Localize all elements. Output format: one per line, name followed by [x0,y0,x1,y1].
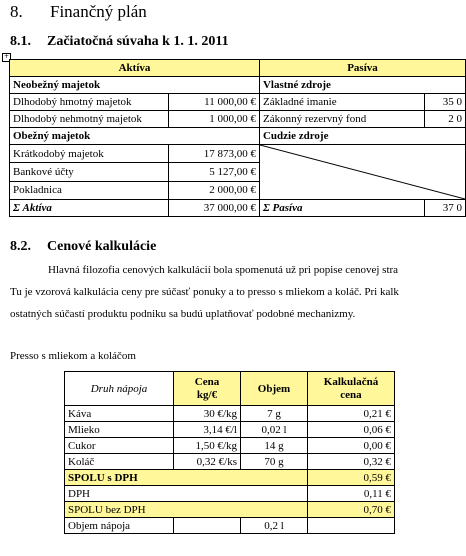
section-title: Finančný plán [50,2,147,21]
header-drink-type: Druh nápoja [65,372,174,406]
drink-volume-label: Objem nápoja [65,518,174,534]
total-assets-value: 37 000,00 € [169,200,260,217]
header-calc-price [308,372,395,406]
current-assets-label: Obežný majetok [10,128,260,145]
table-row [10,111,466,128]
balance-sheet-table [9,59,466,217]
total-assets-label: Σ Aktíva [10,200,169,217]
cell-label: Dlhodobý hmotný majetok [10,94,169,111]
cell-label: Zákonný rezervný fond [259,111,424,128]
vat-row [65,486,395,502]
cell-volume: 7 g [241,406,308,422]
paragraph-line-2: Tu je vzorová kalkulácia ceny pre súčasť ponuky a to presso s mliekom a koláč. Pri kalk [10,286,399,298]
table-row [65,406,395,422]
cell-label: Dlhodobý nehmotný majetok [10,111,169,128]
empty-cell [308,518,395,534]
subsection-heading-balance [10,34,229,50]
cell-name: Cukor [65,438,174,454]
paragraph-line-1: Hlavná filozofia cenových kalkulácií bola spomenutá už pri popise cenovej stra [48,264,399,276]
cell-calc: 0,32 € [308,454,395,470]
cell-name: Káva [65,406,174,422]
section-heading [10,2,147,22]
equity-label: Vlastné zdroje [259,77,465,94]
header-volume: Objem [241,372,308,406]
cell-value: 35 0 [425,94,466,111]
table-row [65,454,395,470]
subsection-title: Začiatočná súvaha k 1. 1. 2011 [47,34,229,49]
subsection-number: 8.1. [10,34,31,49]
total-with-vat-value: 0,59 € [308,470,395,486]
cell-label: Pokladnica [10,181,169,199]
total-with-vat-row [65,470,395,486]
cell-value: 5 127,00 € [169,163,260,181]
header-calc-line1: Kalkulačná [323,375,379,388]
subsection-number: 8.2. [10,239,31,254]
cell-label: Bankové účty [10,163,169,181]
table-row [10,94,466,111]
price-calculation-table [64,371,395,534]
cell-price: 30 €/kg [174,406,241,422]
cell-price: 1,50 €/kg [174,438,241,454]
header-calc-line2: cena [340,388,362,401]
cell-price: 3,14 €/l [174,422,241,438]
total-row [10,200,466,217]
liabilities-label: Cudzie zdroje [259,128,465,145]
total-liabilities-label: Σ Pasíva [259,200,424,217]
cell-label: Základné imanie [259,94,424,111]
cell-volume: 14 g [241,438,308,454]
noncurrent-assets-label: Neobežný majetok [10,77,260,94]
total-without-vat-label: SPOLU bez DPH [65,502,308,518]
cell-name: Mlieko [65,422,174,438]
cell-calc: 0,06 € [308,422,395,438]
total-with-vat-label: SPOLU s DPH [65,470,308,486]
assets-header: Aktíva [10,60,260,77]
vat-value: 0,11 € [308,486,395,502]
cell-name: Koláč [65,454,174,470]
cell-price: 0,32 €/ks [174,454,241,470]
calc-caption: Presso s mliekom a koláčom [10,350,136,362]
table-row [65,422,395,438]
drink-volume-row [65,518,395,534]
paragraph-line-3: ostatných súčastí produktu podniku sa budú uplatňovať podobné mechanizmy. [10,308,356,320]
table-row [65,438,395,454]
table-row [10,145,466,163]
liabilities-header: Pasíva [259,60,465,77]
cell-value: 11 000,00 € [169,94,260,111]
cell-volume: 0,02 l [241,422,308,438]
table-move-handle-icon[interactable]: + [3,53,10,60]
cell-label: Krátkodobý majetok [10,145,169,163]
cell-value: 17 873,00 € [169,145,260,163]
drink-volume-value: 0,2 l [241,518,308,534]
subsection-heading-calculations [10,239,156,255]
total-without-vat-value: 0,70 € [308,502,395,518]
header-price [174,372,241,406]
cell-calc: 0,00 € [308,438,395,454]
vat-label: DPH [65,486,308,502]
cell-volume: 70 g [241,454,308,470]
total-without-vat-row [65,502,395,518]
subsection-title: Cenové kalkulácie [47,239,157,254]
header-price-line1: Cena [194,375,220,388]
header-price-line2: kg/€ [196,388,218,401]
cell-value: 2 0 [425,111,466,128]
diagonal-line [260,145,465,199]
cell-value: 1 000,00 € [169,111,260,128]
empty-diagonal-cell [259,145,465,200]
section-number: 8. [10,2,23,21]
cell-calc: 0,21 € [308,406,395,422]
total-liabilities-value: 37 0 [425,200,466,217]
empty-cell [174,518,241,534]
cell-value: 2 000,00 € [169,181,260,199]
